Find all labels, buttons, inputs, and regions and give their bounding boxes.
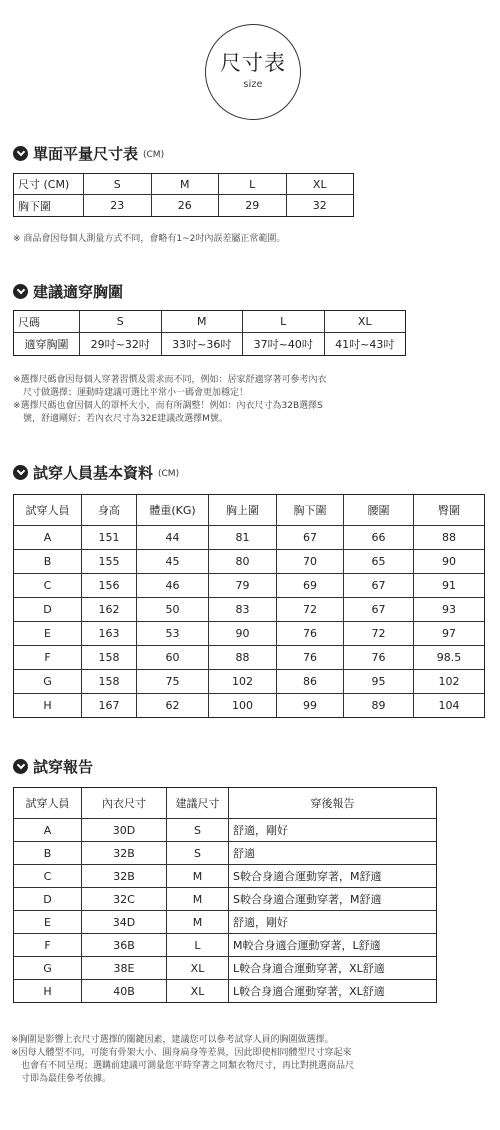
table-header-cell: L (243, 311, 325, 333)
table-cell: F (14, 934, 82, 957)
table-cell: XL (167, 980, 229, 1003)
table-cell: A (14, 819, 82, 842)
table-header-cell: M (161, 311, 243, 333)
table-cell: 76 (277, 622, 344, 646)
tester-info-table (13, 494, 485, 718)
note-line: ※選擇尺碼也會因個人的罩杯大小，而有所調整！例如：內衣尺寸為32B選擇S (13, 401, 323, 411)
table-cell: 66 (344, 526, 414, 550)
table-cell: G (14, 957, 82, 980)
table-row (14, 550, 485, 574)
table-row (14, 694, 485, 718)
table-cell: 76 (277, 646, 344, 670)
table-cell: 75 (137, 670, 209, 694)
table-cell: 99 (277, 694, 344, 718)
table-cell: 158 (82, 670, 137, 694)
table-header-cell: 尺寸 (CM) (14, 174, 84, 195)
table-cell: M (167, 865, 229, 888)
table-cell: 舒適，剛好 (229, 911, 437, 934)
table-cell: 32B (82, 865, 167, 888)
table-cell: 胸下圍 (14, 195, 84, 217)
check-circle-icon (13, 759, 28, 774)
table-header-row (14, 495, 485, 526)
table-cell: 60 (137, 646, 209, 670)
table-header-cell: L (219, 174, 287, 195)
table-cell: C (14, 574, 82, 598)
table-cell: 158 (82, 646, 137, 670)
measurement-note: ※ 商品會因每個人測量方式不同，會略有1~2吋內誤差屬正常範圍。 (13, 234, 286, 244)
table-cell: 53 (137, 622, 209, 646)
note-line: ※胸圍是影響上衣尺寸選擇的關鍵因素，建議您可以參考試穿人員的胸圍做選擇。 (11, 1035, 334, 1045)
table-cell: 90 (414, 550, 485, 574)
table-cell: 30D (82, 819, 167, 842)
table-header-cell: 身高 (82, 495, 137, 526)
table-cell: 156 (82, 574, 137, 598)
unit-label: (CM) (143, 150, 165, 160)
table-row (14, 526, 485, 550)
fit-report-table (13, 787, 437, 1003)
size-chart-badge (205, 24, 301, 120)
table-cell: 62 (137, 694, 209, 718)
table-cell: E (14, 911, 82, 934)
note-line: 也會有不同呈現；選購前建議可測量您平時穿著之同類衣物尺寸，再比對挑選商品尺 (21, 1061, 355, 1071)
table-cell: M (167, 911, 229, 934)
table-cell: A (14, 526, 82, 550)
table-cell: 34D (82, 911, 167, 934)
unit-label: (CM) (158, 469, 180, 479)
table-cell: S較合身適合運動穿著，M舒適 (229, 888, 437, 911)
page-title: 尺寸表 (220, 51, 286, 75)
table-cell: 91 (414, 574, 485, 598)
table-cell: 72 (277, 598, 344, 622)
table-cell: F (14, 646, 82, 670)
table-cell: 65 (344, 550, 414, 574)
table-header-row (14, 788, 437, 819)
table-cell: B (14, 550, 82, 574)
table-cell: 40B (82, 980, 167, 1003)
note-line: 尺寸做選擇；運動時建議可選比平常小一碼會更加穩定！ (23, 388, 249, 398)
section-title: 試穿報告 (33, 758, 94, 776)
table-cell: 93 (414, 598, 485, 622)
table-row (14, 980, 437, 1003)
table-cell: 83 (209, 598, 277, 622)
table-header-cell: 試穿人員 (14, 788, 82, 819)
table-header-cell: 體重(KG) (137, 495, 209, 526)
table-cell: 適穿胸圍 (14, 333, 80, 356)
table-cell: 86 (277, 670, 344, 694)
table-cell: 88 (414, 526, 485, 550)
table-cell: 舒適 (229, 842, 437, 865)
check-circle-icon (13, 465, 28, 480)
table-header-cell: 胸下圍 (277, 495, 344, 526)
section-heading-suggested-bust (13, 281, 123, 302)
flat-measure-table (13, 173, 354, 217)
table-cell: C (14, 865, 82, 888)
table-cell: 98.5 (414, 646, 485, 670)
table-cell: 32 (286, 195, 354, 217)
check-circle-icon (13, 146, 28, 161)
table-cell: 162 (82, 598, 137, 622)
table-cell: 37吋~40吋 (243, 333, 325, 356)
section-title: 試穿人員基本資料 (33, 464, 154, 482)
table-cell: 89 (344, 694, 414, 718)
fit-report-notes (11, 1034, 354, 1086)
table-cell: M較合身適合運動穿著，L舒適 (229, 934, 437, 957)
table-cell: E (14, 622, 82, 646)
table-cell: 95 (344, 670, 414, 694)
table-cell: S較合身適合運動穿著，M舒適 (229, 865, 437, 888)
table-row (14, 957, 437, 980)
table-row (14, 888, 437, 911)
table-row (14, 865, 437, 888)
table-header-cell: S (84, 174, 152, 195)
table-cell: 80 (209, 550, 277, 574)
table-cell: 155 (82, 550, 137, 574)
table-cell: 163 (82, 622, 137, 646)
table-row (14, 598, 485, 622)
table-row (14, 622, 485, 646)
note-line: 號，舒適剛好；若內衣尺寸為32E建議改選擇M號。 (23, 414, 228, 424)
table-cell: 29 (219, 195, 287, 217)
table-header-cell: 臀圍 (414, 495, 485, 526)
table-cell: S (167, 842, 229, 865)
table-cell: H (14, 980, 82, 1003)
section-title: 單面平量尺寸表 (33, 145, 139, 163)
table-cell: 32C (82, 888, 167, 911)
table-cell: L較合身適合運動穿著，XL舒適 (229, 957, 437, 980)
table-cell: D (14, 598, 82, 622)
table-cell: 76 (344, 646, 414, 670)
table-cell: 72 (344, 622, 414, 646)
table-cell: 44 (137, 526, 209, 550)
table-header-cell: S (80, 311, 162, 333)
table-row (14, 646, 485, 670)
note-line: 寸即為最佳參考依據。 (21, 1074, 112, 1084)
page-subtitle: size (243, 79, 263, 90)
table-cell: 41吋~43吋 (324, 333, 406, 356)
table-cell: 67 (344, 574, 414, 598)
table-cell: 46 (137, 574, 209, 598)
table-cell: 79 (209, 574, 277, 598)
table-header-cell: 試穿人員 (14, 495, 82, 526)
table-cell: 32B (82, 842, 167, 865)
table-cell: 26 (151, 195, 219, 217)
table-row (14, 819, 437, 842)
table-cell: M (167, 888, 229, 911)
table-row (14, 574, 485, 598)
table-header-cell: 穿後報告 (229, 788, 437, 819)
table-cell: 舒適，剛好 (229, 819, 437, 842)
table-cell: H (14, 694, 82, 718)
note-line: ※選擇尺碼會因每個人穿著習慣及需求而不同，例如：居家舒適穿著可參考內衣 (13, 375, 327, 385)
table-row (14, 333, 406, 356)
table-header-cell: M (151, 174, 219, 195)
table-cell: 69 (277, 574, 344, 598)
table-cell: 90 (209, 622, 277, 646)
table-cell: 45 (137, 550, 209, 574)
section-heading-tester-info (13, 462, 179, 483)
table-cell: 67 (344, 598, 414, 622)
table-cell: 88 (209, 646, 277, 670)
table-header-cell: 建議尺寸 (167, 788, 229, 819)
table-header-cell: XL (286, 174, 354, 195)
table-row (14, 195, 354, 217)
section-heading-flat-measure (13, 143, 164, 164)
table-cell: 167 (82, 694, 137, 718)
table-cell: 104 (414, 694, 485, 718)
table-cell: L (167, 934, 229, 957)
table-cell: 33吋~36吋 (161, 333, 243, 356)
suggested-bust-table (13, 310, 406, 356)
table-header-row (14, 174, 354, 195)
table-cell: D (14, 888, 82, 911)
check-circle-icon (13, 284, 28, 299)
table-cell: 102 (209, 670, 277, 694)
table-cell: G (14, 670, 82, 694)
table-cell: 102 (414, 670, 485, 694)
table-header-cell: 內衣尺寸 (82, 788, 167, 819)
table-cell: 100 (209, 694, 277, 718)
table-cell: 97 (414, 622, 485, 646)
table-cell: 67 (277, 526, 344, 550)
table-cell: 151 (82, 526, 137, 550)
section-title: 建議適穿胸圍 (33, 283, 124, 301)
table-header-cell: 胸上圍 (209, 495, 277, 526)
table-cell: 36B (82, 934, 167, 957)
table-cell: 29吋~32吋 (80, 333, 162, 356)
table-cell: 50 (137, 598, 209, 622)
table-cell: 70 (277, 550, 344, 574)
table-cell: B (14, 842, 82, 865)
table-row (14, 670, 485, 694)
table-cell: 23 (84, 195, 152, 217)
size-selection-notes (13, 374, 327, 426)
table-row (14, 934, 437, 957)
table-cell: 81 (209, 526, 277, 550)
table-cell: L較合身適合運動穿著，XL舒適 (229, 980, 437, 1003)
table-header-cell: 尺碼 (14, 311, 80, 333)
table-header-cell: 腰圍 (344, 495, 414, 526)
section-heading-fit-report (13, 756, 93, 777)
table-header-row (14, 311, 406, 333)
table-header-cell: XL (324, 311, 406, 333)
note-line: ※因每人體型不同，可能有骨架大小、圓身扁身等差異，因此即使相同體型尺寸穿起來 (11, 1048, 352, 1058)
table-cell: S (167, 819, 229, 842)
table-row (14, 842, 437, 865)
table-row (14, 911, 437, 934)
table-cell: 38E (82, 957, 167, 980)
table-cell: XL (167, 957, 229, 980)
